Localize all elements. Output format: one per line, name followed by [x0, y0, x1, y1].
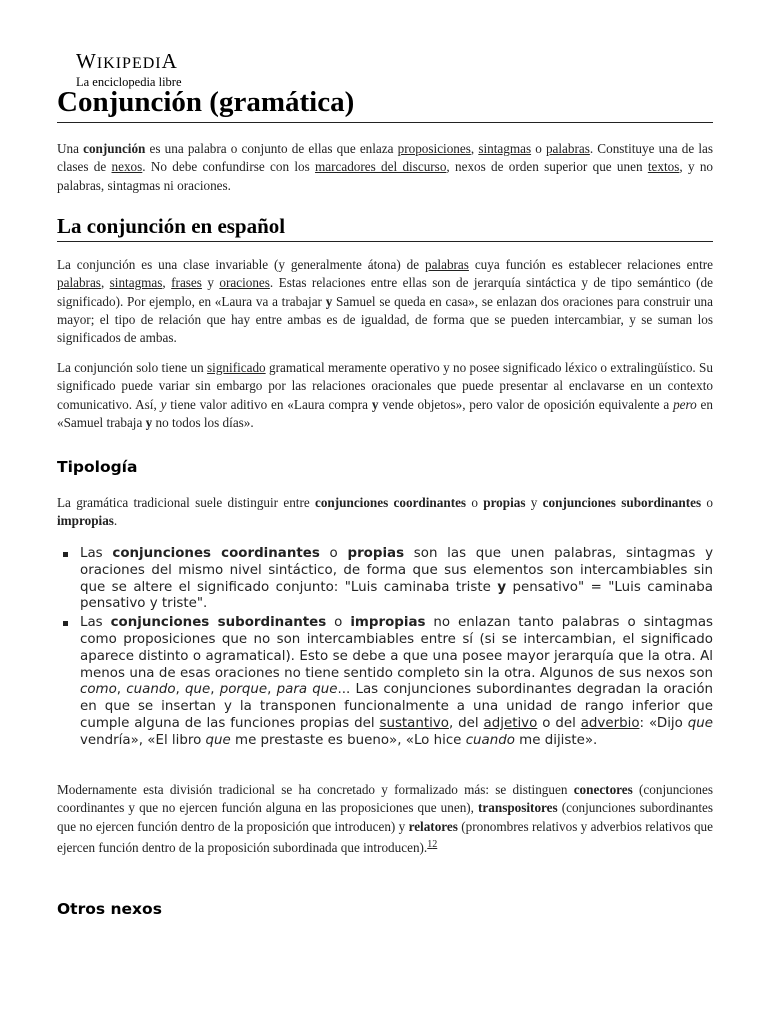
footnote-ref-1[interactable]: 1	[427, 838, 433, 850]
page-title: Conjunción (gramática)	[57, 82, 713, 123]
list-item: Las conjunciones coordinantes o propias son las que unen palabras, sintagmas y oraciones del mismo nivel sintáctico, de forma que sus elementos son intercambiables sin que se altere el significado conjunto: "Luis caminaba triste y pensativo" = "Luis caminaba pensativo y triste".	[57, 546, 713, 613]
link-sintagmas[interactable]: sintagmas	[478, 141, 532, 156]
link-sustantivo[interactable]: sustantivo	[379, 715, 449, 731]
link-significado[interactable]: significado	[207, 360, 266, 375]
tipologia-list	[57, 546, 713, 750]
footnote-ref-2[interactable]: 2	[432, 838, 438, 850]
link-sintagmas[interactable]: sintagmas	[109, 275, 163, 291]
section-heading-espanol: La conjunción en español	[57, 211, 713, 242]
tipologia-paragraph-2: Modernamente esta división tradicional se ha concretado y formalizado más: se distinguen conectores (conjunciones coordinantes y que no ejercen función alguna en las proposiciones que unen), transpositores (conjunciones subordinantes que no ejercen función dentro de la proposición que introducen) y relatores (pronombres relativos y adverbios relativos que ejercen función dentro de la proposición subordinada que introducen).$^{12}$	[57, 782, 713, 855]
intro-paragraph: Una conjunción es una palabra o conjunto de ellas que enlaza proposiciones, sintagmas o palabras. Constituye una de las clases de nexos. No debe confundirse con los marcadores del discurso, nexos de orden superior que unen textos, y no palabras, sintagmas ni oraciones.	[57, 141, 714, 193]
link-palabras[interactable]: palabras	[545, 141, 590, 156]
link-oraciones[interactable]: oraciones	[219, 275, 270, 291]
espanol-paragraph-1: La conjunción es una clase invariable (y generalmente átona) de palabras cuya función es establecer relaciones entre palabras, sintagmas, frases y oraciones. Estas relaciones entre ellas son de jerarquía sintáctica y de tipo semántico (de significado). Por ejemplo, en «Laura va a trabajar y Samuel se queda en casa», se enlazan dos oraciones para construir una mayor; el tipo de relación que hay entre ambas es de igualdad, de forma que se pueden intercambiar, y se suman los significados de ambas.	[57, 257, 713, 346]
logo-wordmark: WIKIPEDIA	[76, 49, 178, 73]
bullet-icon	[63, 552, 68, 557]
list-item: Las conjunciones subordinantes o impropias no enlazan tanto palabras o sintagmas como proposiciones que no son intercambiables entre sí (si se intercambian, el significado aparece distinto o agramatical). Esto se debe a que una posee mayor jerarquía que la otra. Al menos una de esas oraciones no tiene sentido completo sin la otra. Algunos de sus nexos son como, cuando, que, porque, para que... Las conjunciones subordinantes degradan la oración en que se insertan y la transponen funcionalmente a una unidad de rango inferior que cumple alguna de las funciones propias del sustantivo, del adjetivo o del adverbio: «Dijo que vendría», «El libro que me prestaste es bueno», «Lo hice cuando me dijiste».	[57, 615, 713, 749]
link-textos[interactable]: textos	[647, 159, 680, 175]
section-heading-otros-nexos: Otros nexos	[57, 900, 162, 918]
tipologia-paragraph-1: La gramática tradicional suele distinguir entre conjunciones coordinantes o propias y conjunciones subordinantes o impropias.	[57, 495, 713, 529]
link-adjetivo[interactable]: adjetivo	[483, 715, 538, 731]
link-proposiciones[interactable]: proposiciones	[397, 141, 471, 156]
section-heading-tipologia: Tipología	[57, 458, 138, 476]
link-frases[interactable]: frases	[171, 275, 202, 291]
link-marcadores-del-discurso[interactable]: marcadores del discurso	[315, 159, 447, 175]
bullet-icon	[63, 621, 68, 626]
logo-tagline: La enciclopedia libre	[76, 75, 182, 89]
espanol-paragraph-2: La conjunción solo tiene un significado gramatical meramente operativo y no posee significado léxico o extralingüístico. Su significado puede variar sin embargo por las relaciones oracionales que puede presentar al enclavarse en un contexto comunicativo. Así, y tiene valor aditivo en «Laura compra y vende objetos», pero valor de oposición equivalente a pero en «Samuel trabaja y no todos los días».	[57, 360, 714, 430]
link-palabras[interactable]: palabras	[57, 275, 101, 291]
link-adverbio[interactable]: adverbio	[580, 715, 640, 731]
link-palabras[interactable]: palabras	[424, 257, 469, 272]
link-nexos[interactable]: nexos	[111, 159, 143, 175]
